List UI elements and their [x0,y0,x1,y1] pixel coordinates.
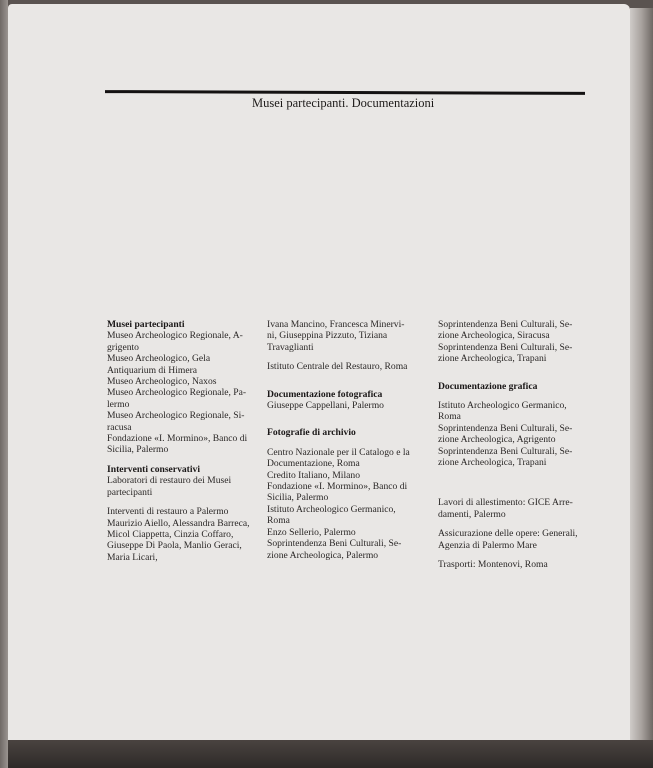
musei-line: Museo Archeologico, Naxos [107,376,217,388]
page-bottom-shadow [8,740,653,768]
grafica-line: Istituto Archeologico Germanico, [438,400,567,412]
foto-line: Giuseppe Cappellani, Palermo [267,400,384,412]
archivio-line: Soprintendenza Beni Culturali, Se- [267,538,402,550]
archivio-line: Enzo Sellerio, Palermo [267,526,356,538]
column-3 [438,319,588,571]
musei-line: Antiquarium di Himera [107,364,198,376]
archivio-line: zione Archeologica, Palermo [267,549,379,561]
icr-line: Istituto Centrale del Restauro, Roma [267,361,408,373]
sopr-line: zione Archeologica, Siracusa [438,330,550,342]
spacer [267,439,423,447]
spacer [438,551,588,559]
sopr-line: Soprintendenza Beni Culturali, Se- [438,319,573,330]
spacer [267,373,423,389]
musei-line: Museo Archeologico Regionale, Si- [107,410,245,422]
grafica-line: Soprintendenza Beni Culturali, Se- [438,422,573,434]
assicurazione-line: Agenzia di Palermo Mare [438,539,537,551]
restauro-line: Micol Ciappetta, Cinzia Coffaro, [107,528,234,540]
section-heading-interventi: Interventi conservativi [107,463,200,475]
allestimento-line: damenti, Palermo [438,508,506,520]
sopr-line: zione Archeologica, Trapani [438,353,547,365]
musei-line: Museo Archeologico Regionale, Pa- [107,387,247,399]
musei-line: racusa [107,421,132,433]
spacer [107,456,257,464]
trasporti-line: Trasporti: Montenovi, Roma [438,559,548,571]
spacer [438,392,588,400]
restauro-line: Giuseppe Di Paola, Manlio Geraci, [107,540,242,552]
page-left-edge-shadow [0,0,8,768]
archivio-line: Centro Nazionale per il Catalogo e la [267,446,410,458]
restauro-line: Maurizio Aiello, Alessandra Barreca, [107,517,250,529]
musei-line: Sicilia, Palermo [107,444,169,456]
restauro-line: Interventi di restauro a Palermo [107,506,229,518]
section-heading-foto: Documentazione fotografica [267,388,383,400]
continuation-line: Ivana Mancino, Francesca Minervi- [267,319,405,330]
spacer [267,353,423,361]
section-heading-archivio: Fotografie di archivio [267,427,356,439]
archivio-line: Roma [267,515,290,527]
assicurazione-line: Assicurazione delle opere: Generali, [438,528,578,540]
grafica-line: zione Archeologica, Trapani [438,457,547,469]
musei-line: lermo [107,398,130,410]
spacer [267,411,423,427]
spacer [438,520,588,528]
spacer [107,498,257,506]
continuation-line: Travaglianti [267,341,314,353]
archivio-line: Documentazione, Roma [267,458,360,470]
musei-line: Fondazione «I. Mormino», Banco di [107,433,248,445]
interventi-line: Laboratori di restauro dei Musei [107,475,232,487]
grafica-line: zione Archeologica, Agrigento [438,434,556,446]
section-heading-grafica: Documentazione grafica [438,380,538,392]
continuation-line: ni, Giuseppina Pizzuto, Tiziana [267,330,388,342]
column-2 [267,319,423,561]
allestimento-line: Lavori di allestimento: GICE Arre- [438,497,573,509]
grafica-line: Roma [438,411,461,423]
grafica-line: Soprintendenza Beni Culturali, Se- [438,445,573,457]
book-spine [630,8,653,748]
interventi-line: partecipanti [107,486,153,498]
spacer [438,365,588,381]
section-heading-musei: Musei partecipanti [107,319,185,330]
archivio-line: Istituto Archeologico Germanico, [267,503,396,515]
column-1 [107,319,257,563]
musei-line: Museo Archeologico Regionale, A- [107,330,243,342]
musei-line: grigento [107,341,139,353]
archivio-line: Sicilia, Palermo [267,492,329,504]
archivio-line: Fondazione «I. Mormino», Banco di [267,481,408,493]
archivio-line: Credito Italiano, Milano [267,469,360,481]
restauro-line: Maria Licari, [107,551,158,563]
sopr-line: Soprintendenza Beni Culturali, Se- [438,341,573,353]
page-title: Musei partecipanti. Documentazioni [252,96,435,110]
spacer [438,468,588,497]
musei-line: Museo Archeologico, Gela [107,353,211,365]
